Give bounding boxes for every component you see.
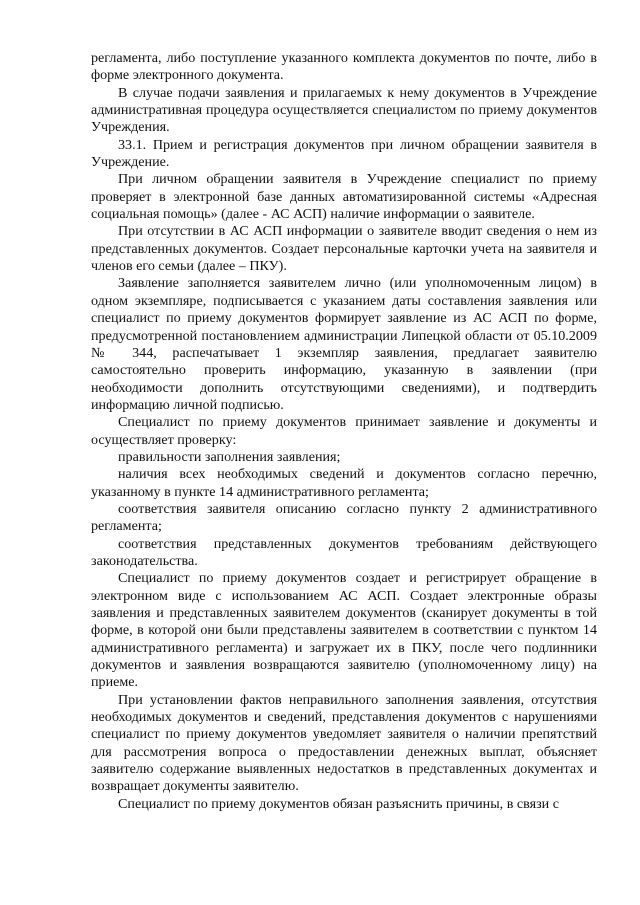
paragraph-7: Специалист по приему документов принимает заявление и документы и осуществляет проверку:: [91, 414, 597, 448]
paragraph-14: Специалист по приему документов обязан разъяснить причины, в связи с: [118, 795, 559, 812]
paragraph-2: В случае подачи заявления и прилагаемых к нему документов в Учреждение административная процедура осуществляется специалистом по приему документов Учреждения.: [91, 84, 597, 136]
paragraph-1: регламента, либо поступление указанного комплекта документов по почте, либо в форме электронного документа.: [91, 50, 597, 84]
check-item-2: наличия всех необходимых сведений и документов согласно перечню, указанному в пункте 14 административного регламента;: [91, 466, 597, 500]
paragraph-4: При личном обращении заявителя в Учреждение специалист по приему проверяет в электронной базе данных автоматизированной системы «Адресная социальная помощь» (далее - АС АСП) наличие информации о заявителе.: [91, 171, 597, 223]
check-item-3: соответствия заявителя описанию согласно пункту 2 административного регламента;: [91, 500, 597, 535]
check-item-4: соответствия представленных документов требованиям действующего законодательства.: [91, 535, 597, 569]
paragraph-5: При отсутствии в АС АСП информации о заявителе вводит сведения о нем из представленных документов. Создает персональные карточки учета на заявителя и членов его семьи (далее – ПКУ).: [91, 223, 597, 275]
paragraph-13: При установлении фактов неправильного заполнения заявления, отсутствия необходимых документов и сведений, представления документов с нарушениями специалист по приему документов уведомляет заявителя о наличии препятствий для рассмотрения вопроса о предоставлении денежных выплат, объясняет заявителю содержание выявленных недостатков в представленных документах и возвращает документы заявителю.: [91, 691, 597, 795]
paragraph-12: Специалист по приему документов создает и регистрирует обращение в электронном виде с использованием АС АСП. Создает электронные образы заявления и представленных заявителем документов (сканирует документы в той форме, в которой они были представлены заявителем в соответствии с пунктом 14 административного регламента) и загружает их в ПКУ, после чего подлинники документов и заявления возвращаются заявителю (уполномоченному лицу) на приеме.: [91, 570, 597, 691]
document-page: [91, 50, 597, 813]
check-item-1: правильности заполнения заявления;: [118, 448, 341, 465]
paragraph-6: Заявление заполняется заявителем лично (или уполномоченным лицом) в одном экземпляре, подписывается с указанием даты составления заявления или специалист по приему документов формирует заявление из АС АСП по форме, предусмотренной постановлением администрации Липецкой области от 05.10.2009 № 344, распечатывает 1 экземпляр заявления, предлагает заявителю самостоятельно проверить информацию, указанную в заявлении (при необходимости дополнить отсутствующими сведениями), и подтвердить информацию личной подписью.: [91, 275, 597, 413]
section-heading-33-1: 33.1. Прием и регистрация документов при личном обращении заявителя в Учреждение.: [91, 136, 597, 171]
